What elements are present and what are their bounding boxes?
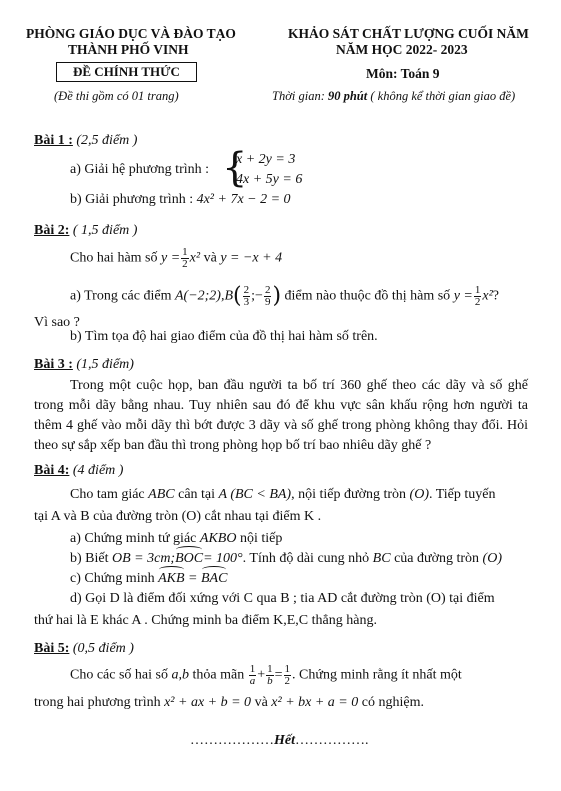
bai1-b-eq: 4x² + 7x − 2 = 0 xyxy=(196,192,291,207)
city-name: THÀNH PHỐ VINH xyxy=(68,42,189,57)
bai3-body: Trong một cuộc họp, ban đầu người ta bố trí 360 ghế theo các dãy và số ghế trong mỗi dãy bằng nhau. Tuy nhiên sau đó để khu vực sân khấu rộng hơn người ta thêm 4 ghế vào mỗi dãy thì bớt được 3 dãy và số ghế trong phòng không thay đổi. Hỏi theo sự sắp xếp ban đầu thì trong phòng họp bố trí bao nhiêu dãy ghế ? xyxy=(34,378,528,453)
subject: Môn: Toán 9 xyxy=(366,66,440,81)
pages-note: (Đề thi gồm có 01 trang) xyxy=(54,89,179,103)
bai5-intro: Cho các số hai số a,b thỏa mãn $\frac{1}{a}$ + $\frac{1}{b}$ = $\frac{1}{2}$ . Chứng minh rằng ít nhất một xyxy=(70,663,462,687)
angle-boc: BOC xyxy=(175,549,203,569)
bai4-d-line1: d) Gọi D là điểm đối xứng với C qua B ; tia AD cắt đường tròn (O) tại điểm xyxy=(70,591,495,606)
end-marker: ………………Hết……………. xyxy=(190,733,369,748)
bai2-and: và xyxy=(203,250,217,266)
angle-bac: BAC xyxy=(201,569,227,589)
bai2-intro xyxy=(70,247,282,270)
bai1-eq2: 4x + 5y = 6 xyxy=(236,172,303,187)
system-brace: { xyxy=(222,145,248,191)
time-note: ( không kể thời gian giao đề) xyxy=(370,89,516,103)
school-year: NĂM HỌC 2022- 2023 xyxy=(336,42,468,57)
fraction-1-2: $\frac{1}{2}$ xyxy=(284,663,291,687)
bai4-d-line2: thứ hai là E khác A . Chứng minh ba điểm K,E,C thẳng hàng. xyxy=(34,613,377,628)
bai4-c: c) Chứng minh AKB = BAC xyxy=(70,569,227,589)
bai4-points: (4 điểm ) xyxy=(72,463,124,478)
bai2-x2: x² xyxy=(189,250,201,266)
bai2-a-prefix: a) Trong các điểm xyxy=(70,288,172,304)
bai2-line2: y = −x + 4 xyxy=(220,250,283,266)
department-name: PHÒNG GIÁO DỤC VÀ ĐÀO TẠO xyxy=(26,26,236,41)
bai2-b-text: b) Tìm tọa độ hai giao điểm của đồ thị hai hàm số trên. xyxy=(70,329,378,344)
bai5-title xyxy=(34,641,134,657)
official-exam-box: ĐỀ CHÍNH THỨC xyxy=(56,62,197,82)
point-a: A(−2;2), xyxy=(174,288,225,304)
bai4-a: a) Chứng minh tứ giác AKBO nội tiếp xyxy=(70,531,283,546)
bai1-eq1: x + 2y = 3 xyxy=(236,152,296,167)
bai1-points: (2,5 điểm ) xyxy=(76,133,138,148)
bai3-points: (1,5 điểm) xyxy=(76,357,134,372)
bai4-label: Bài 4: xyxy=(34,463,70,478)
bai2-label: Bài 2: xyxy=(34,223,70,238)
bai2-title xyxy=(34,223,137,239)
bai1-a-text: a) Giải hệ phương trình : xyxy=(70,162,210,177)
bai4-title xyxy=(34,463,123,479)
bai4-b: b) Biết OB = 3cm;BOC= 100°. Tính độ dài cung nhỏ BC của đường tròn (O) xyxy=(70,549,502,569)
bai4-intro: Cho tam giác ABC cân tại A (BC < BA), nội tiếp đường tròn (O). Tiếp tuyến xyxy=(70,487,496,502)
angle-akb: AKB xyxy=(158,569,184,589)
point-b: B xyxy=(224,288,234,304)
bai2-a-mid: điểm nào thuộc đồ thị hàm số xyxy=(284,288,451,304)
bai1-b xyxy=(70,190,291,210)
fraction-b-y: $\frac{2}{9}$ xyxy=(264,284,271,308)
fraction-half: $\frac{1}{2}$ xyxy=(182,246,188,270)
fraction-1-a: $\frac{1}{a}$ xyxy=(249,663,256,687)
bai5-label: Bài 5: xyxy=(34,641,70,656)
bai2-a: a) Trong các điểm A(−2;2),B( $\frac{2}{3}$ ;− $\frac{2}{9}$ ) điểm nào thuộc đồ thị hàm số y = $\frac{1}{2}$ x²? xyxy=(70,283,499,309)
bai2-why: Vì sao ? xyxy=(34,315,80,330)
bai1-label: Bài 1 : xyxy=(34,133,73,148)
time-info xyxy=(272,89,515,104)
time-label: Thời gian: xyxy=(272,89,325,103)
bai2-y-eq: y = xyxy=(161,250,181,266)
time-value: 90 phút xyxy=(327,89,368,103)
fraction-b-x: $\frac{2}{3}$ xyxy=(243,284,250,308)
bai2-intro-text: Cho hai hàm số xyxy=(70,250,158,266)
bai4-line2: tại A và B của đường tròn (O) cắt nhau tại điểm K . xyxy=(34,509,322,524)
bai3-label: Bài 3 : xyxy=(34,357,73,372)
bai3-title xyxy=(34,357,134,373)
bai2-points: ( 1,5 điểm ) xyxy=(72,223,138,238)
bai1-title xyxy=(34,133,137,149)
fraction-1-b: $\frac{1}{b}$ xyxy=(267,663,273,687)
bai5-points: (0,5 điểm ) xyxy=(72,641,134,656)
exam-title: KHẢO SÁT CHẤT LƯỢNG CUỐI NĂM xyxy=(288,26,529,41)
bai1-b-text: b) Giải phương trình : xyxy=(70,192,194,207)
bai5-line2: trong hai phương trình x² + ax + b = 0 và x² + bx + a = 0 có nghiệm. xyxy=(34,695,424,710)
